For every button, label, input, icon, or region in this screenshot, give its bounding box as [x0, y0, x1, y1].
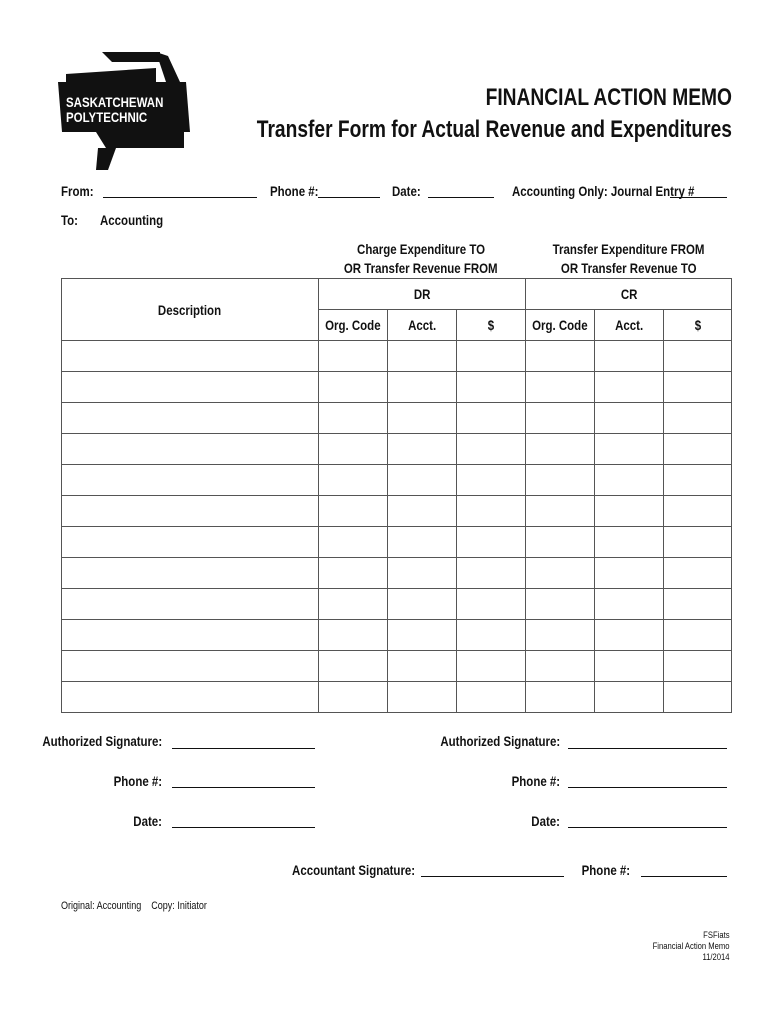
amount-cell[interactable]	[595, 682, 664, 713]
amount-cell[interactable]	[526, 620, 595, 651]
amount-cell[interactable]	[526, 589, 595, 620]
table-row	[62, 527, 732, 558]
from-label: From:	[61, 183, 94, 199]
from-field[interactable]	[103, 197, 257, 198]
amount-cell[interactable]	[319, 372, 388, 403]
amount-cell[interactable]	[388, 434, 457, 465]
journal-entry-field[interactable]	[670, 197, 727, 198]
column-header: Acct.	[595, 310, 664, 341]
form-code: FSFiats	[703, 930, 730, 940]
journal-entry-label: Accounting Only: Journal Entry #	[512, 183, 695, 199]
amount-cell[interactable]	[388, 558, 457, 589]
amount-cell[interactable]	[664, 558, 732, 589]
amount-cell[interactable]	[526, 496, 595, 527]
amount-cell[interactable]	[664, 372, 732, 403]
amount-cell[interactable]	[457, 372, 526, 403]
accountant-signature-field[interactable]	[421, 876, 564, 877]
date-label: Date:	[392, 183, 421, 199]
amount-cell[interactable]	[457, 465, 526, 496]
table-row	[62, 682, 732, 713]
table-row	[62, 651, 732, 682]
amount-cell[interactable]	[526, 682, 595, 713]
table-row	[62, 620, 732, 651]
amount-cell[interactable]	[664, 341, 732, 372]
phone-field-right[interactable]	[568, 787, 727, 788]
transfer-table	[61, 278, 732, 713]
date-field-right[interactable]	[568, 827, 727, 828]
amount-cell[interactable]	[664, 527, 732, 558]
distribution-note: Original: Accounting Copy: Initiator	[61, 900, 207, 912]
description-cell[interactable]	[62, 682, 319, 713]
accountant-signature-label: Accountant Signature:	[291, 862, 415, 878]
cr-group-line2: OR Transfer Revenue TO	[561, 260, 697, 276]
accountant-phone-field[interactable]	[641, 876, 727, 877]
amount-cell[interactable]	[526, 341, 595, 372]
amount-cell[interactable]	[526, 651, 595, 682]
amount-cell[interactable]	[664, 682, 732, 713]
table-row	[62, 589, 732, 620]
to-label: To:	[61, 212, 79, 228]
amount-cell[interactable]	[319, 465, 388, 496]
table-row	[62, 558, 732, 589]
amount-cell[interactable]	[526, 403, 595, 434]
description-cell[interactable]	[62, 496, 319, 527]
amount-cell[interactable]	[319, 620, 388, 651]
description-cell[interactable]	[62, 403, 319, 434]
description-cell[interactable]	[62, 372, 319, 403]
amount-cell[interactable]	[526, 372, 595, 403]
amount-cell[interactable]	[457, 434, 526, 465]
phone-label-left: Phone #:	[113, 773, 162, 789]
column-header: $	[664, 310, 732, 341]
description-cell[interactable]	[62, 589, 319, 620]
amount-cell[interactable]	[388, 651, 457, 682]
amount-cell[interactable]	[388, 403, 457, 434]
amount-cell[interactable]	[388, 620, 457, 651]
amount-cell[interactable]	[595, 403, 664, 434]
amount-cell[interactable]	[457, 341, 526, 372]
table-row	[62, 434, 732, 465]
amount-cell[interactable]	[457, 496, 526, 527]
amount-cell[interactable]	[319, 589, 388, 620]
amount-cell[interactable]	[319, 527, 388, 558]
amount-cell[interactable]	[595, 372, 664, 403]
amount-cell[interactable]	[388, 496, 457, 527]
amount-cell[interactable]	[595, 589, 664, 620]
amount-cell[interactable]	[664, 434, 732, 465]
authorized-signature-label-right: Authorized Signature:	[440, 733, 560, 749]
amount-cell[interactable]	[319, 651, 388, 682]
phone-label-right: Phone #:	[511, 773, 560, 789]
accountant-phone-label: Phone #:	[581, 862, 630, 878]
column-header: Acct.	[388, 310, 457, 341]
amount-cell[interactable]	[319, 682, 388, 713]
amount-cell[interactable]	[595, 558, 664, 589]
cr-group-line1: Transfer Expenditure FROM	[553, 241, 705, 257]
amount-cell[interactable]	[457, 527, 526, 558]
description-cell[interactable]	[62, 558, 319, 589]
amount-cell[interactable]	[595, 620, 664, 651]
amount-cell[interactable]	[457, 682, 526, 713]
amount-cell[interactable]	[664, 496, 732, 527]
date-label-right: Date:	[531, 813, 560, 829]
authorized-signature-field-left[interactable]	[172, 748, 315, 749]
column-header: Org. Code	[319, 310, 388, 341]
date-field-left[interactable]	[172, 827, 315, 828]
amount-cell[interactable]	[319, 496, 388, 527]
description-cell[interactable]	[62, 527, 319, 558]
amount-cell[interactable]	[319, 341, 388, 372]
description-cell[interactable]	[62, 651, 319, 682]
amount-cell[interactable]	[388, 682, 457, 713]
form-title: FINANCIAL ACTION MEMO	[485, 84, 732, 111]
authorized-signature-label-left: Authorized Signature:	[42, 733, 162, 749]
amount-cell[interactable]	[595, 341, 664, 372]
amount-cell[interactable]	[457, 651, 526, 682]
amount-cell[interactable]	[595, 527, 664, 558]
amount-cell[interactable]	[526, 465, 595, 496]
amount-cell[interactable]	[388, 465, 457, 496]
phone-field-left[interactable]	[172, 787, 315, 788]
saskatchewan-polytechnic-logo	[56, 52, 196, 170]
amount-cell[interactable]	[526, 558, 595, 589]
amount-cell[interactable]	[526, 434, 595, 465]
amount-cell[interactable]	[664, 620, 732, 651]
amount-cell[interactable]	[664, 465, 732, 496]
amount-cell[interactable]	[595, 465, 664, 496]
dr-group-line2: OR Transfer Revenue FROM	[344, 260, 498, 276]
amount-cell[interactable]	[595, 496, 664, 527]
cr-header: CR	[595, 279, 664, 310]
amount-cell[interactable]	[526, 527, 595, 558]
amount-cell[interactable]	[388, 589, 457, 620]
form-name: Financial Action Memo	[653, 941, 730, 951]
date-label-left: Date:	[133, 813, 162, 829]
amount-cell[interactable]	[388, 527, 457, 558]
amount-cell[interactable]	[457, 403, 526, 434]
amount-cell[interactable]	[319, 558, 388, 589]
column-header: Org. Code	[526, 310, 595, 341]
dr-header: DR	[388, 279, 457, 310]
description-cell[interactable]	[62, 620, 319, 651]
description-cell[interactable]	[62, 465, 319, 496]
amount-cell[interactable]	[595, 651, 664, 682]
logo-line1: SASKATCHEWAN	[66, 94, 164, 110]
logo-line2: POLYTECHNIC	[66, 109, 148, 125]
dr-group-line1: Charge Expenditure TO	[356, 241, 485, 257]
table-row	[62, 403, 732, 434]
to-value: Accounting	[100, 212, 164, 228]
form-subtitle: Transfer Form for Actual Revenue and Expenditures	[256, 116, 732, 143]
table-row	[62, 496, 732, 527]
amount-cell[interactable]	[664, 403, 732, 434]
column-header: $	[457, 310, 526, 341]
amount-cell[interactable]	[319, 403, 388, 434]
phone-label: Phone #:	[270, 183, 319, 199]
amount-cell[interactable]	[388, 372, 457, 403]
amount-cell[interactable]	[457, 620, 526, 651]
authorized-signature-field-right[interactable]	[568, 748, 727, 749]
amount-cell[interactable]	[664, 589, 732, 620]
amount-cell[interactable]	[457, 558, 526, 589]
amount-cell[interactable]	[388, 341, 457, 372]
description-header: Description	[62, 279, 319, 341]
amount-cell[interactable]	[457, 589, 526, 620]
table-row	[62, 465, 732, 496]
amount-cell[interactable]	[319, 434, 388, 465]
table-row	[62, 341, 732, 372]
description-cell[interactable]	[62, 434, 319, 465]
phone-field[interactable]	[318, 197, 380, 198]
amount-cell[interactable]	[595, 434, 664, 465]
amount-cell[interactable]	[664, 651, 732, 682]
form-revision: 11/2014	[702, 952, 730, 962]
description-cell[interactable]	[62, 341, 319, 372]
table-row	[62, 372, 732, 403]
date-field[interactable]	[428, 197, 494, 198]
